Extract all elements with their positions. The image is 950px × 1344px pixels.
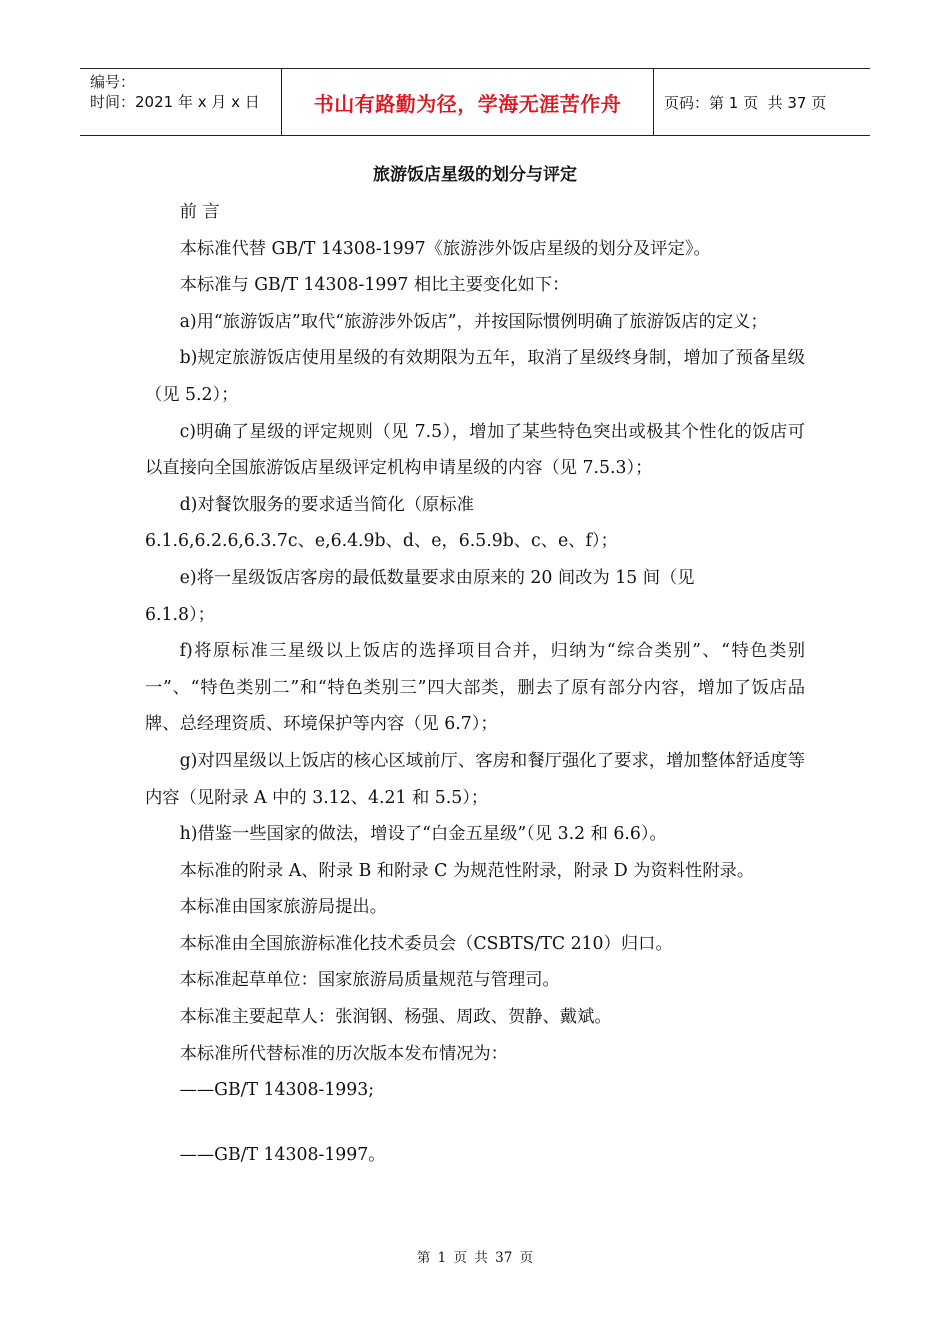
change-item-f: f)将原标准三星级以上饭店的选择项目合并，归纳为“综合类别”、“特色类别一”、“特色类别二”和“特色类别三”四大部类，删去了原有部分内容，增加了饭店品牌、总经理资质、环境保护等内容（见 6.7）；	[145, 641, 805, 735]
document-title: 旅游饭店星级的划分与评定	[373, 165, 577, 185]
header-page-info-cell	[654, 69, 870, 135]
version-history-item: ——GB/T 14308-1993;	[179, 1080, 375, 1101]
header-page-info: 页码：第 1 页 共 37 页	[664, 93, 827, 112]
version-history-item: ——GB/T 14308-1997。	[179, 1144, 386, 1165]
body-paragraph: 本标准由国家旅游局提出。	[179, 897, 387, 918]
change-item-h: h)借鉴一些国家的做法，增设了“白金五星级”（见 3.2 和 6.6）。	[179, 824, 667, 845]
change-item-e-continued: 6.1.8）；	[145, 604, 215, 625]
body-paragraph: 本标准主要起草人：张润钢、杨强、周政、贺静、戴斌。	[179, 1007, 612, 1028]
body-paragraph: 本标准所代替标准的历次版本发布情况为：	[179, 1043, 508, 1064]
change-item-d-continued: 6.1.6,6.2.6,6.3.7c、e,6.4.9b、d、e，6.5.9b、c、e、f）；	[145, 531, 618, 552]
header-meta-cell	[80, 69, 282, 135]
document-date-label: 时间：2021 年 x 月 x 日	[90, 93, 260, 111]
change-item-e: e)将一星级饭店客房的最低数量要求由原来的 20 间改为 15 间（见	[179, 567, 695, 588]
body-paragraph: 本标准起草单位：国家旅游局质量规范与管理司。	[179, 970, 560, 991]
body-paragraph: 本标准与 GB/T 14308-1997 相比主要变化如下：	[179, 275, 570, 296]
change-item-g: g)对四星级以上饭店的核心区域前厅、客房和餐厅强化了要求，增加整体舒适度等内容（见附录 A 中的 3.12、4.21 和 5.5）；	[145, 750, 805, 808]
page-footer: 第 1 页 共 37 页	[416, 1250, 534, 1266]
change-item-b: b)规定旅游饭店使用星级的有效期限为五年，取消了星级终身制，增加了预备星级（见 5.2）；	[145, 348, 805, 405]
document-number-label: 编号：	[90, 73, 136, 91]
change-item-d: d)对餐饮服务的要求适当简化（原标准	[179, 494, 474, 515]
header-motto: 书山有路勤为径，学海无涯苦作舟	[282, 69, 654, 135]
body-paragraph: 本标准的附录 A、附录 B 和附录 C 为规范性附录，附录 D 为资料性附录。	[179, 860, 755, 881]
body-paragraph: 本标准代替 GB/T 14308-1997《旅游涉外饭店星级的划分及评定》。	[179, 238, 711, 259]
section-heading-preface: 前 言	[179, 202, 220, 222]
change-item-a: a)用“旅游饭店”取代“旅游涉外饭店”，并按国际惯例明确了旅游饭店的定义；	[179, 311, 768, 332]
document-body	[145, 194, 805, 1173]
body-paragraph: 本标准由全国旅游标准化技术委员会（CSBTS/TC 210）归口。	[179, 933, 673, 954]
change-item-c: c)明确了星级的评定规则（见 7.5），增加了某些特色突出或极其个性化的饭店可以直接向全国旅游饭店星级评定机构申请星级的内容（见 7.5.3）；	[145, 421, 805, 479]
document-header	[80, 68, 870, 136]
